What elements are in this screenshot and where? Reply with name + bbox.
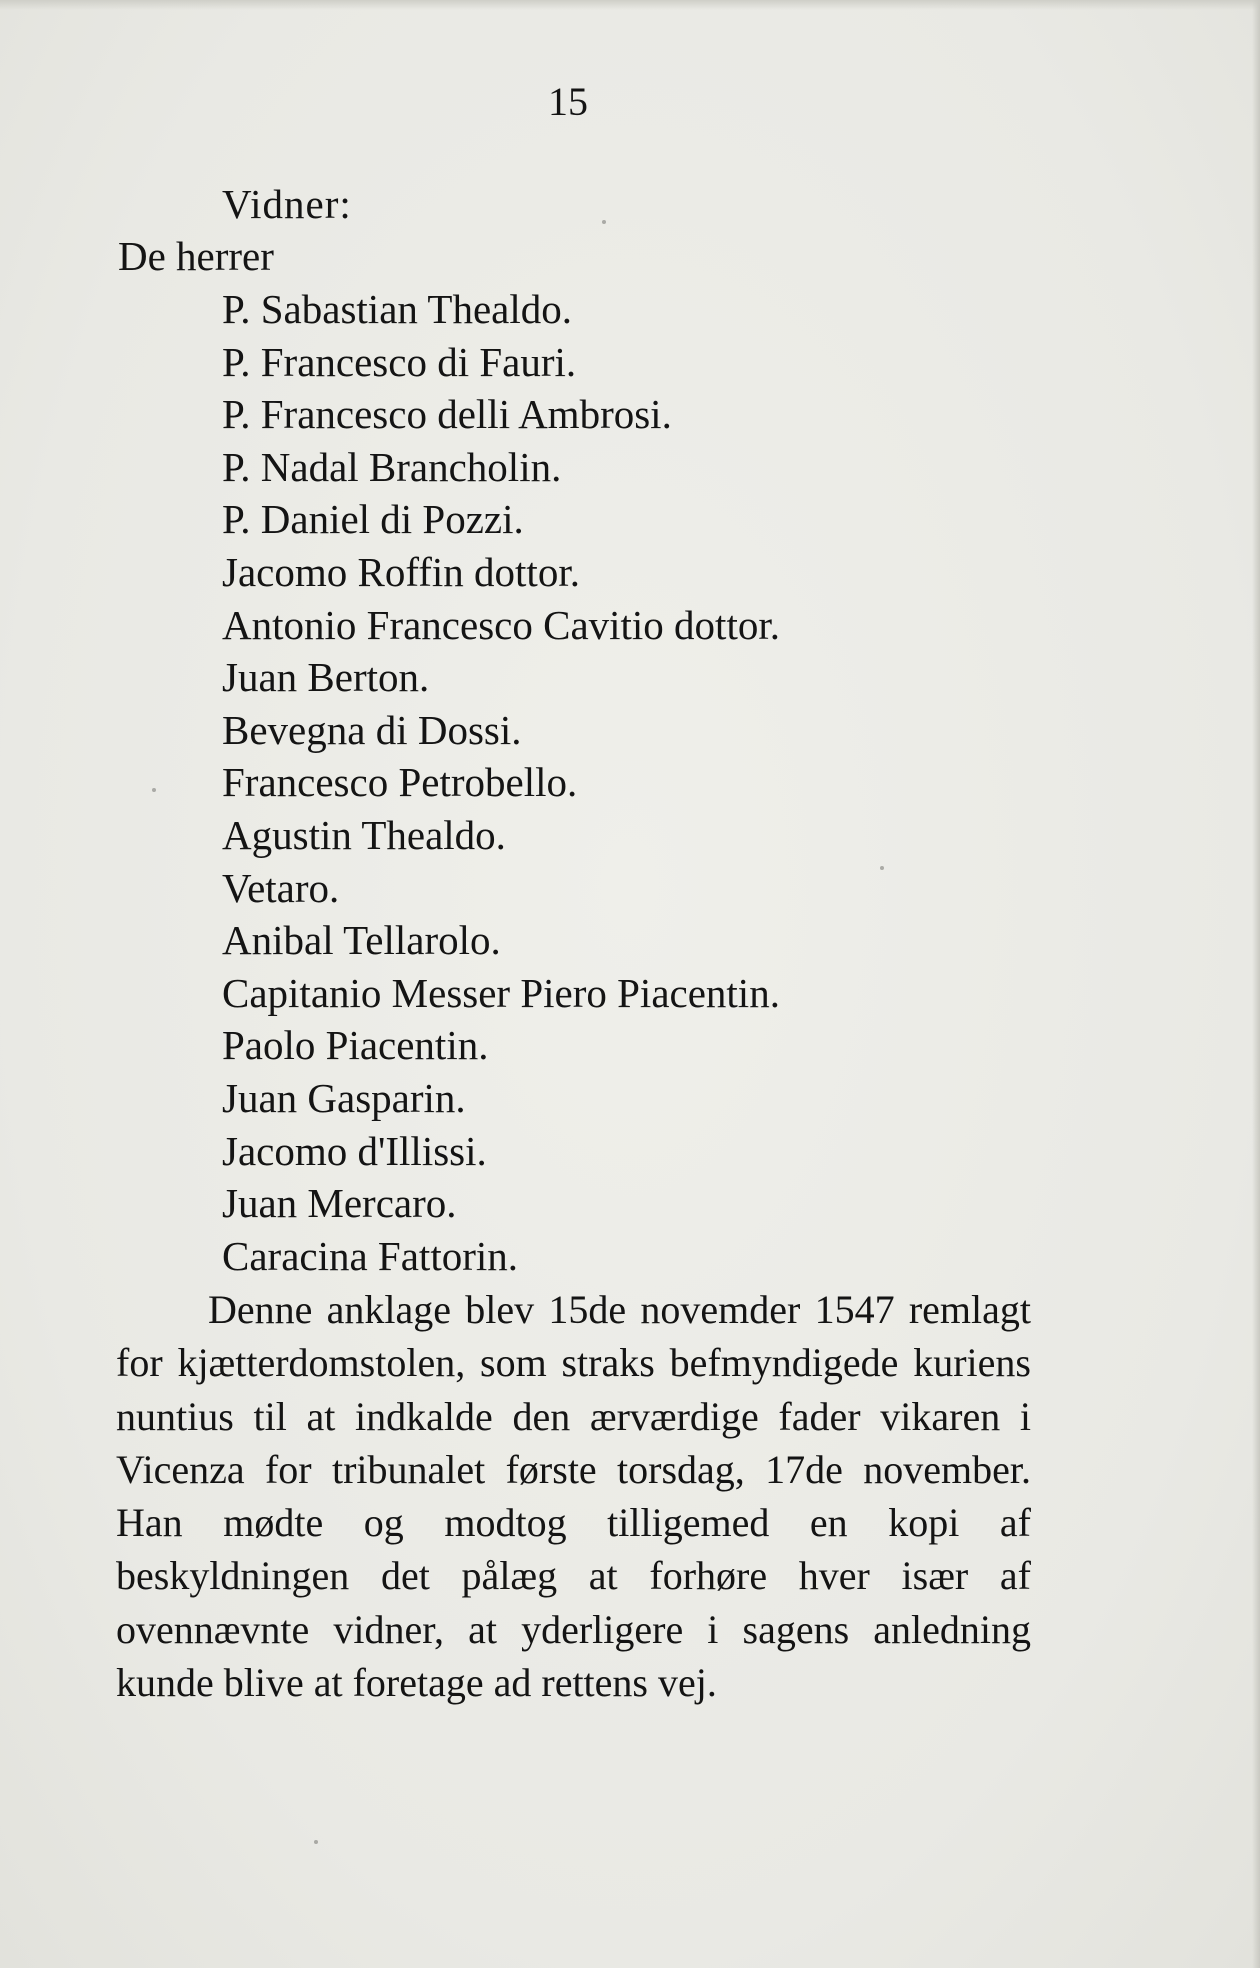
witness-entry: P. Sabastian Thealdo. [222, 286, 572, 332]
witness-entry: P. Daniel di Pozzi. [222, 496, 524, 543]
witness-entry: Caracina Fattorin. [222, 1232, 519, 1279]
witness-entry: Paolo Piacentin. [222, 1022, 489, 1069]
witness-entry: P. Nadal Brancholin. [222, 443, 562, 490]
witness-entry: Juan Berton. [222, 654, 430, 701]
witness-entry: Antonio Francesco Cavitio dottor. [222, 601, 780, 648]
witness-entry: Agustin Thealdo. [222, 811, 506, 858]
witness-entry: Jacomo d'Illissi. [222, 1127, 487, 1174]
witness-entry: Jacomo Roffin dottor. [222, 548, 580, 595]
paper-speck [152, 788, 156, 792]
witness-entry: Vetaro. [222, 864, 340, 911]
witness-entry: P. Francesco delli Ambrosi. [222, 391, 672, 438]
witness-entry: Juan Mercaro. [222, 1180, 457, 1227]
witness-entry: Francesco Petrobello. [222, 759, 578, 806]
witnesses-heading: Vidner: [222, 181, 352, 227]
paper-speck [880, 866, 884, 870]
page-top-edge [0, 0, 1260, 10]
paper-speck [602, 220, 606, 224]
page-right-edge [1252, 0, 1260, 1968]
witness-entry: Bevegna di Dossi. [222, 706, 522, 753]
witness-entry: P. Francesco di Fauri. [222, 338, 577, 385]
page-number: 15 [548, 79, 588, 124]
witness-entry: Capitanio Messer Piero Piacentin. [222, 969, 780, 1016]
paper-speck [314, 1840, 318, 1844]
witness-entry: Juan Gasparin. [222, 1074, 466, 1121]
salutation-line: De herrer [118, 233, 274, 279]
body-paragraph: Denne anklage blev 15de novemder 1547 remlagt for kjætterdomstolen, som straks befmyndigede kuriens nuntius til at indkalde den ærværdige fader vikaren i Vicenza for tribunalet første torsdag, 17de november. Han mødte og modtog tilligemed en kopi af beskyldningen det pålæg at forhøre hver især af ovennævnte vidner, at yderligere i sagens anledning kunde blive at foretage ad rettens vej. [116, 1287, 1031, 1706]
witness-list [222, 283, 780, 1282]
witness-entry: Anibal Tellarolo. [222, 917, 501, 964]
